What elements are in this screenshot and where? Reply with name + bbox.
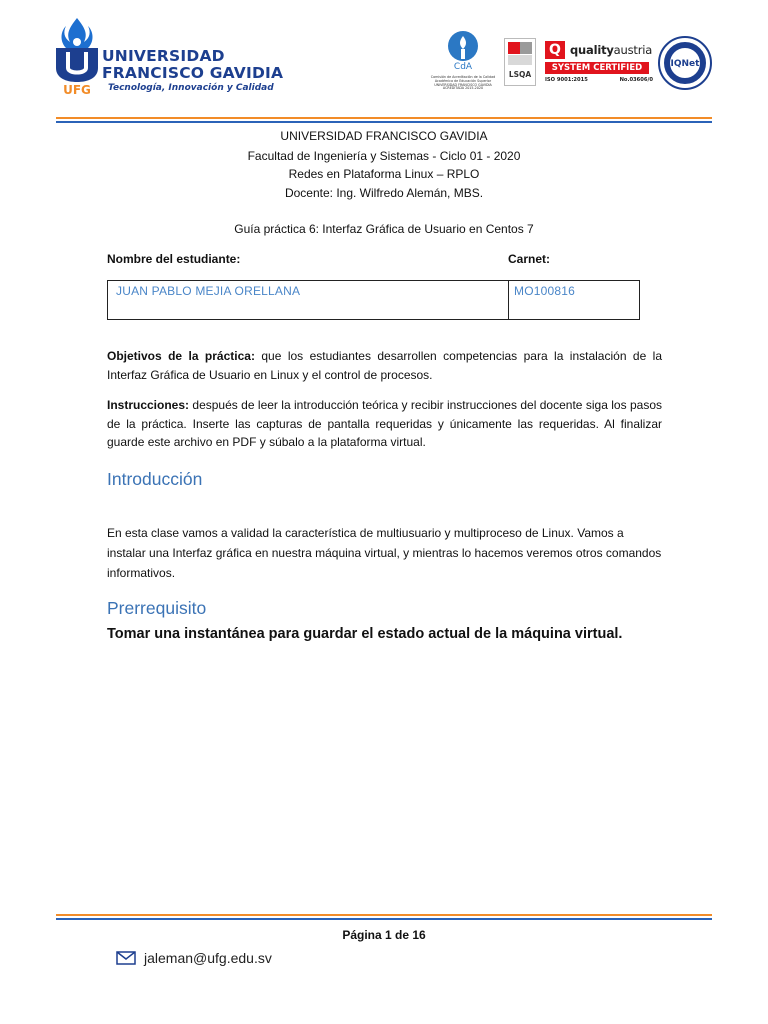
objectives-text: que los estudiantes desarrollen competencias para la instalación de la Interfaz Gráfica de Usuario en Linux y el control de procesos.: [107, 349, 663, 382]
lsqa-label: LSQA: [508, 70, 532, 79]
objectives-paragraph: [107, 347, 662, 384]
envelope-icon: [116, 951, 136, 965]
quality-austria-brand-rest: austria: [613, 43, 653, 57]
university-name-line2: FRANCISCO GAVIDIA: [102, 64, 284, 82]
ufg-torch-logo: [54, 16, 100, 96]
student-name-label: Nombre del estudiante:: [107, 252, 241, 266]
email-address[interactable]: jaleman@ufg.edu.sv: [144, 950, 272, 966]
student-box-divider: [508, 281, 509, 319]
introduction-text: En esta clase vamos a validad la característica de multiusuario y multiproceso de Linux. Vamos a instalar una Interfaz gráfica en nuestra máquina virtual, y mientras lo hacemos veremos otros comandos informativos.: [107, 526, 662, 580]
header-rule-orange: [56, 117, 712, 119]
instructions-paragraph: [107, 396, 662, 452]
student-id-field[interactable]: MO100816: [514, 284, 575, 298]
cda-label: CdA: [453, 62, 473, 70]
student-id-label: Carnet:: [508, 252, 551, 266]
lsqa-q-icon: [505, 41, 535, 69]
cda-emblem-icon: [445, 30, 481, 70]
guide-title: Guía práctica 6: Interfaz Gráfica de Usuario en Centos 7: [234, 222, 534, 236]
page-number: Página 1 de 16: [342, 928, 426, 942]
header-rule-blue: [56, 121, 712, 123]
title-university: UNIVERSIDAD FRANCISCO GAVIDIA: [280, 129, 488, 143]
certificate-number: No.03606/0: [619, 77, 653, 83]
quality-austria-logo: [545, 41, 653, 87]
page-header: [0, 0, 768, 120]
university-name-line1: UNIVERSIDAD: [102, 47, 225, 65]
iqnet-label: IQNet: [670, 59, 700, 69]
student-name-field[interactable]: JUAN PABLO MEJIA ORELLANA: [116, 284, 301, 298]
student-info-box[interactable]: [107, 280, 640, 320]
footer-rule-blue: [56, 918, 712, 920]
quality-austria-brand: [570, 43, 652, 57]
instructions-label: Instrucciones:: [107, 398, 190, 412]
iqnet-seal-logo: [658, 36, 712, 90]
objectives-label: Objetivos de la práctica:: [107, 349, 255, 363]
introduction-heading: Introducción: [107, 469, 203, 489]
ufg-logo-text: UFG: [63, 83, 91, 96]
cda-accreditation-logo: [430, 30, 496, 100]
quality-austria-brand-bold: quality: [570, 43, 614, 57]
university-name: [102, 48, 283, 82]
title-teacher: Docente: Ing. Wilfredo Alemán, MBS.: [284, 186, 484, 200]
system-certified-banner: SYSTEM CERTIFIED: [545, 62, 649, 74]
university-tagline: Tecnología, Innovación y Calidad: [108, 83, 274, 93]
title-course: Redes en Plataforma Linux – RPLO: [288, 167, 480, 181]
iso-line: [545, 77, 653, 83]
footer-rule-orange: [56, 914, 712, 916]
prerequisite-heading: Prerrequisito: [107, 598, 207, 618]
title-faculty: Facultad de Ingeniería y Sistemas - Ciclo 01 - 2020: [247, 149, 521, 163]
instructions-text: después de leer la introducción teórica y recibir instrucciones del docente siga los pasos de la práctica. Inserte las capturas de pantalla requeridas y únicamente las requeridas. Al finalizar guarde este archivo en PDF y súbalo a la plataforma virtual.: [107, 398, 662, 449]
prerequisite-text: Tomar una instantánea para guardar el estado actual de la máquina virtual.: [107, 626, 623, 642]
lsqa-certification-logo: [504, 38, 536, 86]
footer-email[interactable]: [116, 950, 272, 966]
quality-austria-q-icon: Q: [545, 41, 565, 59]
iso-standard: ISO 9001:2015: [545, 77, 588, 83]
cda-caption: Comisión de Acreditación de la Calidad Académica de Educación Superior UNIVERSIDAD FRANCISCO GAVIDIA ACREDITADA 2015-2020: [430, 75, 496, 91]
